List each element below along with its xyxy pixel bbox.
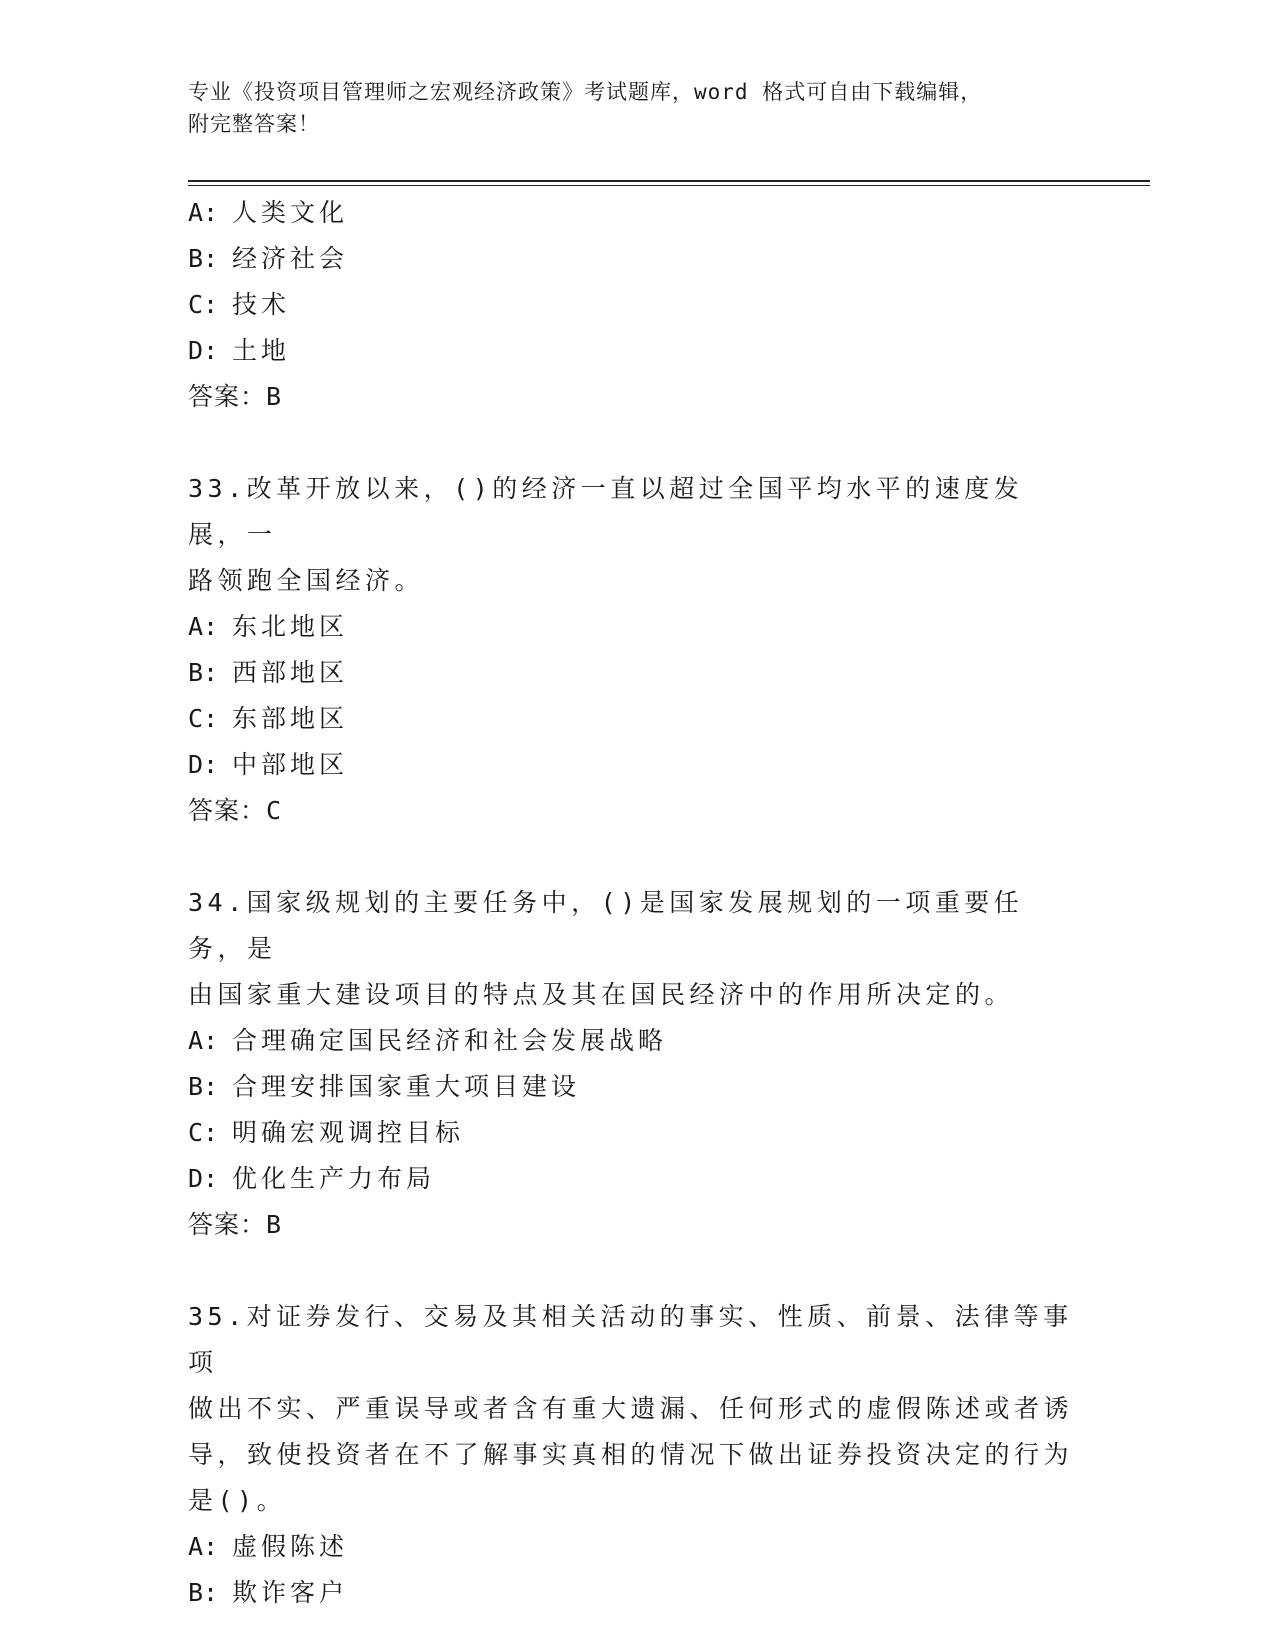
option-text: 土地 — [232, 336, 291, 365]
question-line: 导，致使投资者在不了解事实真相的情况下做出证券投资决定的行为 — [188, 1440, 1074, 1469]
question-line: 是()。 — [188, 1486, 287, 1515]
option-key: A: — [188, 612, 219, 641]
option-text: 合理安排国家重大项目建设 — [232, 1072, 581, 1101]
question-33-text — [188, 466, 1078, 604]
question-33-block — [188, 466, 1078, 834]
option-b — [188, 1064, 1078, 1110]
question-34-text — [188, 880, 1078, 1018]
option-a — [188, 604, 1078, 650]
option-a — [188, 1018, 1078, 1064]
option-key: C: — [188, 704, 219, 733]
option-key: D: — [188, 1164, 219, 1193]
option-text: 欺诈客户 — [232, 1578, 349, 1607]
option-key: C: — [188, 290, 219, 319]
option-a — [188, 1524, 1078, 1570]
option-text: 东北地区 — [232, 612, 349, 641]
option-key: C: — [188, 1118, 219, 1147]
answer-label: 答案： — [188, 1210, 267, 1239]
question-line: 做出不实、严重误导或者含有重大遗漏、任何形式的虚假陈述或者诱 — [188, 1394, 1074, 1423]
option-c — [188, 282, 1078, 328]
question-line: 由国家重大建设项目的特点及其在国民经济中的作用所决定的。 — [188, 980, 1015, 1009]
option-c — [188, 696, 1078, 742]
option-key: D: — [188, 336, 219, 365]
answer-value: C — [266, 796, 283, 825]
question-content — [188, 190, 1078, 1616]
question-34-block — [188, 880, 1078, 1248]
header-line-1: 专业《投资项目管理师之宏观经济政策》考试题库，word 格式可自由下载编辑， — [188, 80, 983, 104]
option-d — [188, 1156, 1078, 1202]
option-text: 技术 — [232, 290, 291, 319]
option-key: B: — [188, 1578, 219, 1607]
option-key: A: — [188, 198, 219, 227]
option-key: B: — [188, 244, 219, 273]
option-text: 明确宏观调控目标 — [232, 1118, 465, 1147]
option-text: 优化生产力布局 — [232, 1164, 436, 1193]
option-b — [188, 236, 1078, 282]
header-rule-thin — [188, 185, 1150, 186]
question-32-block — [188, 190, 1078, 420]
option-text: 经济社会 — [232, 244, 349, 273]
answer-label: 答案： — [188, 796, 267, 825]
option-text: 中部地区 — [232, 750, 349, 779]
question-35-text — [188, 1294, 1078, 1524]
option-d — [188, 328, 1078, 374]
question-line: 34.国家级规划的主要任务中，()是国家发展规划的一项重要任务，是 — [188, 888, 1024, 963]
question-line: 35.对证券发行、交易及其相关活动的事实、性质、前景、法律等事项 — [188, 1302, 1073, 1377]
answer-value: B — [266, 382, 283, 411]
question-35-block — [188, 1294, 1078, 1616]
answer-line — [188, 788, 1078, 834]
option-text: 人类文化 — [232, 198, 349, 227]
option-d — [188, 742, 1078, 788]
option-text: 西部地区 — [232, 658, 349, 687]
answer-value: B — [266, 1210, 283, 1239]
document-header — [188, 76, 1068, 140]
answer-label: 答案： — [188, 382, 267, 411]
option-text: 东部地区 — [232, 704, 349, 733]
option-text: 合理确定国民经济和社会发展战略 — [232, 1026, 668, 1055]
option-c — [188, 1110, 1078, 1156]
question-line: 33.改革开放以来，()的经济一直以超过全国平均水平的速度发展，一 — [188, 474, 1024, 549]
option-key: A: — [188, 1026, 219, 1055]
question-line: 路领跑全国经济。 — [188, 566, 425, 595]
option-key: A: — [188, 1532, 219, 1561]
option-b — [188, 1570, 1078, 1616]
option-key: B: — [188, 658, 219, 687]
header-rule-thick — [188, 180, 1150, 182]
option-key: D: — [188, 750, 219, 779]
option-a — [188, 190, 1078, 236]
header-line-2: 附完整答案！ — [188, 112, 320, 136]
option-text: 虚假陈述 — [232, 1532, 349, 1561]
answer-line — [188, 1202, 1078, 1248]
option-b — [188, 650, 1078, 696]
option-key: B: — [188, 1072, 219, 1101]
answer-line — [188, 374, 1078, 420]
